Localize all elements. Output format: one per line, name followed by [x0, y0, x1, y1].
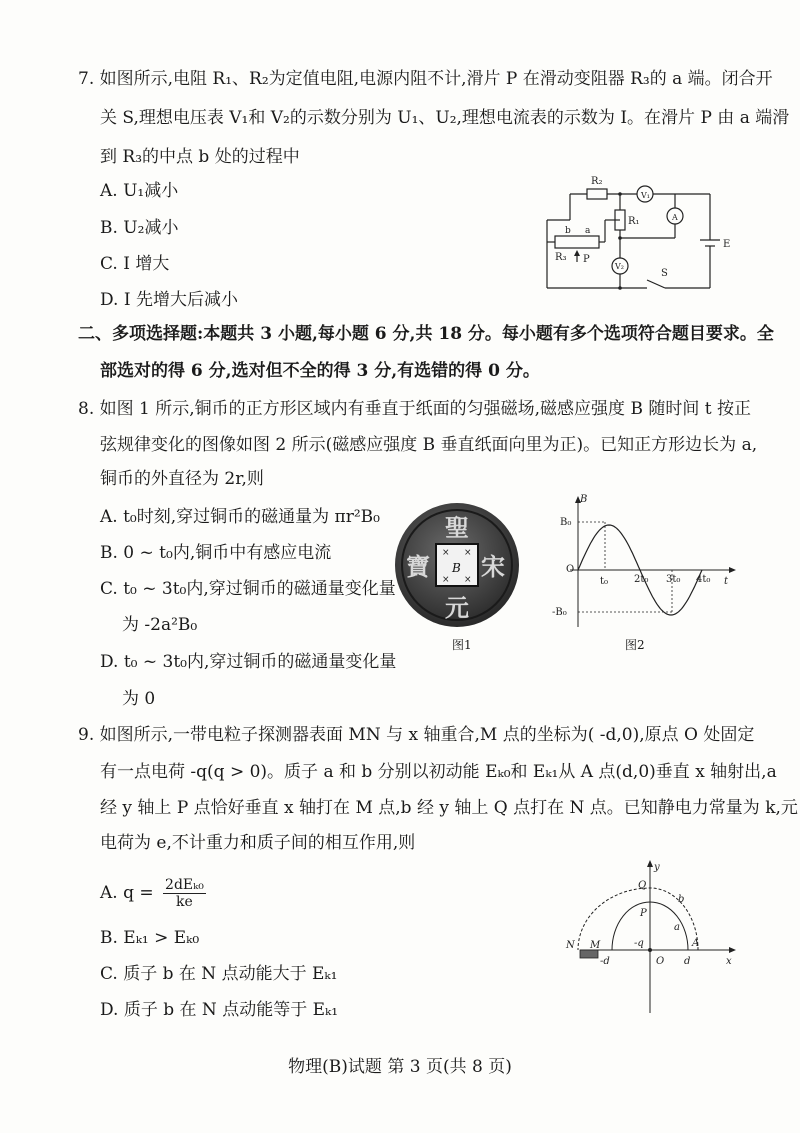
coin-b-label: B — [452, 561, 461, 575]
fig9-m: M — [590, 940, 601, 951]
q8-fig2-caption: 图2 — [625, 638, 645, 652]
r3-rheostat — [555, 236, 599, 248]
fig9-y-axis: y — [654, 862, 660, 873]
coin-char-top: 聖 — [445, 513, 469, 542]
label-r3: R₃ — [555, 252, 567, 263]
q8-bt-graph — [548, 492, 738, 632]
graph-3t0: 3t₀ — [666, 574, 681, 585]
q7-stem-line2: 关 S,理想电压表 V₁和 V₂的示数分别为 U₁、U₂,理想电流表的示数为 I。在滑片 P 由 a 端滑 — [100, 108, 790, 128]
q9-option-a-numerator: 2dEₖ₀ — [165, 877, 204, 893]
graph-b0: B₀ — [560, 517, 572, 528]
q9-trajectory-figure — [560, 858, 740, 1018]
graph-neg-b0: -B₀ — [552, 607, 567, 618]
q8-fig1-caption: 图1 — [452, 638, 472, 652]
q7-stem-line3: 到 R₃的中点 b 处的过程中 — [100, 147, 300, 167]
fig9-a-point: A — [692, 938, 700, 949]
q8-option-d-cont: 为 0 — [122, 689, 156, 709]
detector-surface — [580, 950, 598, 958]
q9-option-d: D. 质子 b 在 N 点动能等于 Eₖ₁ — [100, 1000, 339, 1020]
label-v2: V₂ — [615, 262, 624, 271]
q8-stem-line2: 弦规律变化的图像如图 2 所示(磁感应强度 B 垂直纸面向里为正)。已知正方形边长为 a, — [100, 435, 758, 455]
fig9-b: b — [678, 894, 685, 905]
q8-option-c-cont: 为 -2a²B₀ — [122, 615, 198, 635]
fig9-x-axis: x — [726, 956, 732, 967]
q9-option-b: B. Eₖ₁ > Eₖ₀ — [100, 928, 200, 948]
label-a: a — [585, 226, 591, 236]
q9-option-a — [100, 877, 206, 910]
q9-option-a-fraction — [163, 877, 206, 910]
q9-option-a-prefix: A. q = — [100, 883, 154, 903]
svg-text:×: × — [464, 548, 472, 558]
q9-stem-line1: 9. 如图所示,一带电粒子探测器表面 MN 与 x 轴重合,M 点的坐标为( -d,0),原点 O 处固定 — [78, 725, 755, 745]
fig9-a: a — [674, 922, 680, 933]
q8-stem-line1: 8. 如图 1 所示,铜币的正方形区域内有垂直于纸面的匀强磁场,磁感应强度 B 随时间 t 按正 — [78, 399, 751, 419]
section2-header-line1: 二、多项选择题:本题共 3 小题,每小题 6 分,共 18 分。每小题有多个选项符合题目要求。全 — [78, 324, 774, 344]
page-footer: 物理(B)试题 第 3 页(共 8 页) — [288, 1057, 512, 1077]
graph-t0: t₀ — [600, 576, 609, 587]
q7-stem-line1: 7. 如图所示,电阻 R₁、R₂为定值电阻,电源内阻不计,滑片 P 在滑动变阻器 R₃的 a 端。闭合开 — [78, 69, 773, 89]
q7-option-d: D. I 先增大后减小 — [100, 290, 238, 310]
q7-option-c: C. I 增大 — [100, 254, 170, 274]
fig9-neg-d: -d — [600, 956, 610, 967]
fig9-d: d — [684, 956, 691, 967]
r2-resistor — [587, 189, 607, 199]
fig9-p: P — [640, 908, 647, 919]
fig9-n: N — [566, 940, 575, 951]
q8-coin-figure — [392, 500, 522, 630]
q8-option-d: D. t₀ ~ 3t₀内,穿过铜币的磁通量变化量 — [100, 652, 397, 672]
label-r1: R₁ — [628, 216, 640, 227]
label-e: E — [723, 239, 731, 250]
q7-circuit-diagram — [535, 170, 745, 300]
q8-option-b: B. 0 ~ t₀内,铜币中有感应电流 — [100, 543, 332, 563]
graph-2t0: 2t₀ — [634, 574, 649, 585]
q8-stem-line3: 铜币的外直径为 2r,则 — [100, 469, 264, 489]
coin-char-right: 宋 — [481, 552, 505, 581]
label-b: b — [565, 226, 571, 236]
label-s: S — [661, 268, 668, 279]
fig9-neg-q: -q — [634, 938, 644, 949]
svg-text:×: × — [442, 575, 450, 585]
q9-option-a-denominator: ke — [176, 894, 193, 910]
coin-char-bottom: 元 — [445, 593, 469, 622]
graph-origin: O — [566, 564, 575, 575]
section2-header-line2: 部选对的得 6 分,选对但不全的得 3 分,有选错的得 0 分。 — [100, 361, 540, 381]
q8-option-c: C. t₀ ~ 3t₀内,穿过铜币的磁通量变化量 — [100, 579, 396, 599]
svg-text:×: × — [464, 575, 472, 585]
graph-t-axis: t — [724, 576, 729, 587]
fig9-q: Q — [638, 880, 647, 891]
svg-text:×: × — [442, 548, 450, 558]
label-v1: V₁ — [641, 191, 650, 200]
label-p: P — [583, 254, 590, 265]
q8-option-a: A. t₀时刻,穿过铜币的磁通量为 πr²B₀ — [100, 507, 380, 527]
graph-b-axis: B — [580, 494, 588, 505]
q9-stem-line2: 有一点电荷 -q(q > 0)。质子 a 和 b 分别以初动能 Eₖ₀和 Eₖ₁从 A 点(d,0)垂直 x 轴射出,a — [100, 762, 777, 782]
q9-option-c: C. 质子 b 在 N 点动能大于 Eₖ₁ — [100, 964, 338, 984]
q7-option-a: A. U₁减小 — [100, 181, 179, 201]
label-r2: R₂ — [591, 176, 603, 187]
graph-4t0: 4t₀ — [696, 574, 711, 585]
q9-stem-line3: 经 y 轴上 P 点恰好垂直 x 轴打在 M 点,b 经 y 轴上 Q 点打在 N 点。已知静电力常量为 k,元 — [100, 798, 798, 818]
label-ammeter: A — [672, 213, 678, 222]
q7-option-b: B. U₂减小 — [100, 218, 179, 238]
q9-stem-line4: 电荷为 e,不计重力和质子间的相互作用,则 — [100, 833, 416, 853]
fig9-o: O — [656, 956, 665, 967]
coin-char-left: 寶 — [406, 552, 430, 581]
